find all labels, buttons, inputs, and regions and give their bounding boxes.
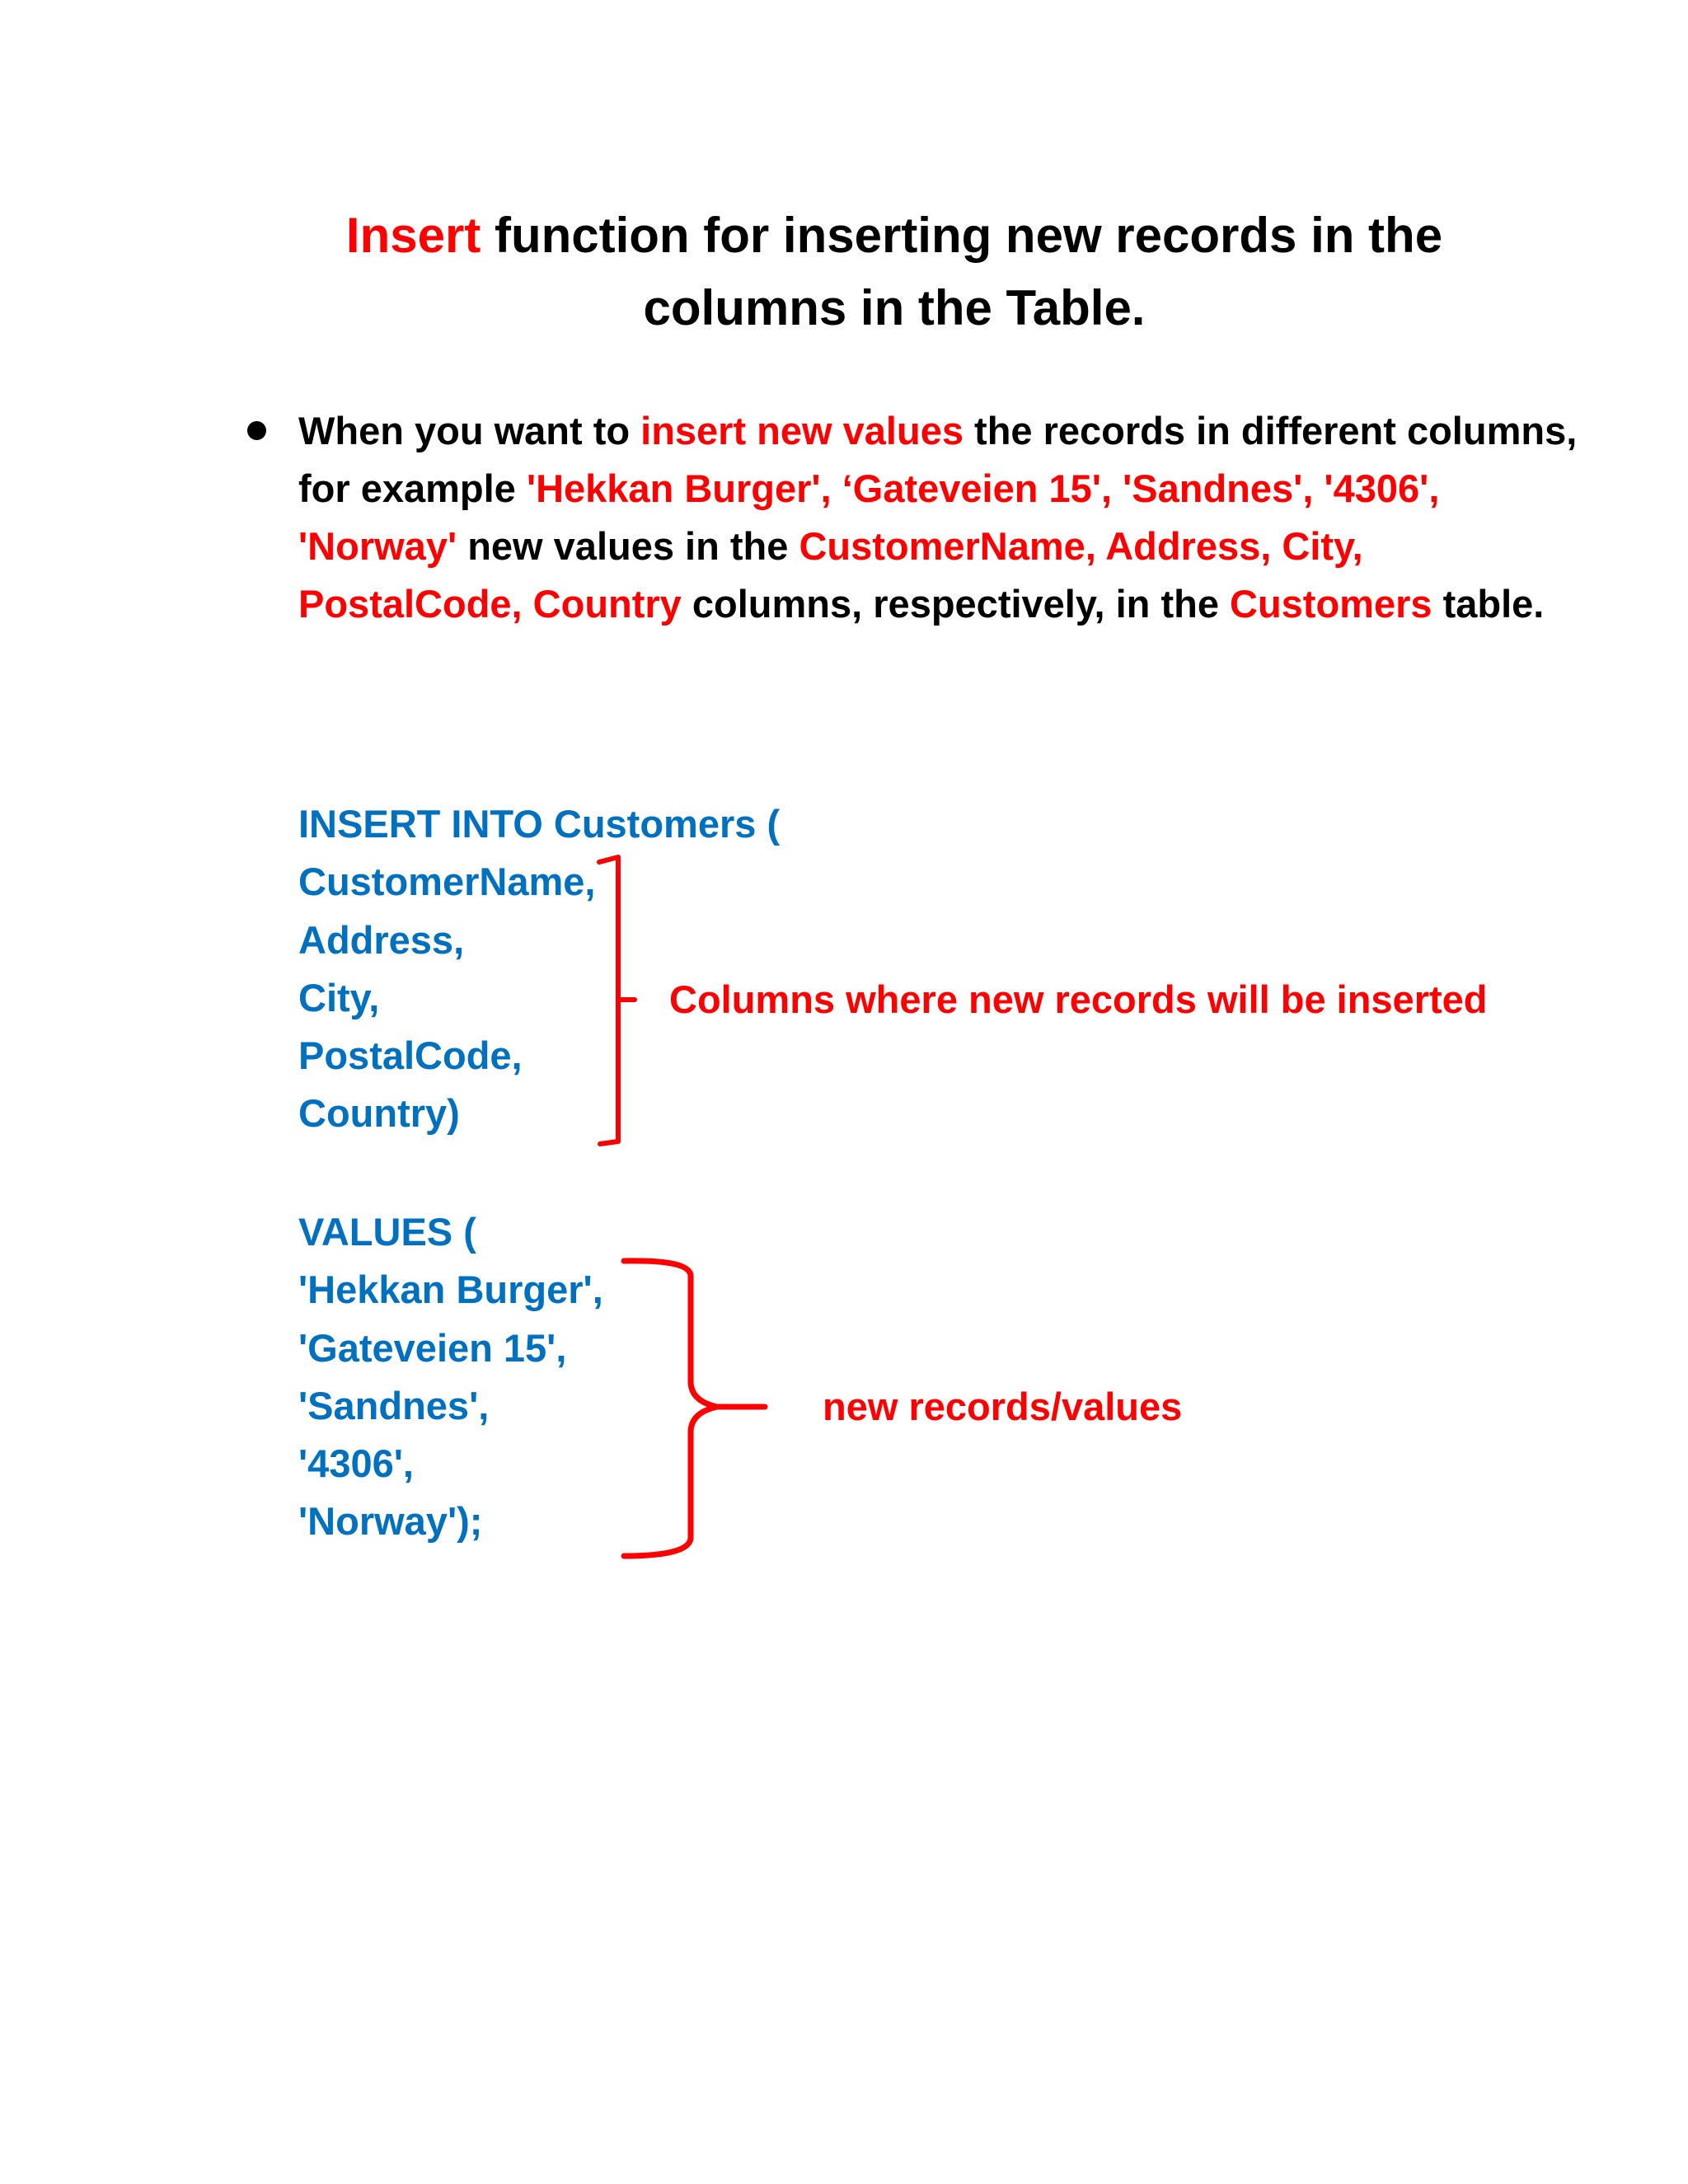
code-line: 'Hekkan Burger', [298,1268,603,1312]
values-brace-icon [624,1261,765,1556]
bullet-highlight-3: CustomerName, Address, City, PostalCode, Country [298,524,1363,626]
title-line2: columns in the Table. [643,280,1146,335]
code-line: City, [298,975,380,1019]
bullet-highlight-1: insert new values [640,409,964,452]
code-line: CustomerName, [298,860,596,904]
code-line: INSERT INTO Customers ( [298,802,781,846]
bullet-text-3: new values in the [457,524,799,568]
title-rest-line1: function for inserting new records in the [481,208,1443,263]
values-annotation: new records/values [823,1385,1183,1428]
code-line: '4306', [298,1441,414,1486]
code-line: 'Norway'); [298,1499,483,1544]
columns-bracket-icon [599,857,635,1144]
bullet-text-5: table. [1432,582,1545,626]
code-line: 'Sandnes', [298,1383,490,1427]
code-line: Country) [298,1091,460,1136]
bullet-text-2: the records in different columns, for example [298,409,1578,510]
bullet-highlight-4: Customers [1230,582,1432,626]
bullet-text-4: columns, respectively, in the [681,582,1231,626]
title-keyword: Insert [345,208,481,263]
bullet-highlight-2: 'Hekkan Burger', ‘Gateveien 15', 'Sandnes', '4306', 'Norway' [298,466,1440,568]
columns-annotation: Columns where new records will be inserted [669,977,1488,1021]
code-line: 'Gateveien 15', [298,1325,567,1370]
bullet-text-1: When you want to [298,409,641,452]
code-line: Address, [298,917,465,962]
code-line: PostalCode, [298,1033,523,1078]
code-line: VALUES ( [298,1210,476,1254]
